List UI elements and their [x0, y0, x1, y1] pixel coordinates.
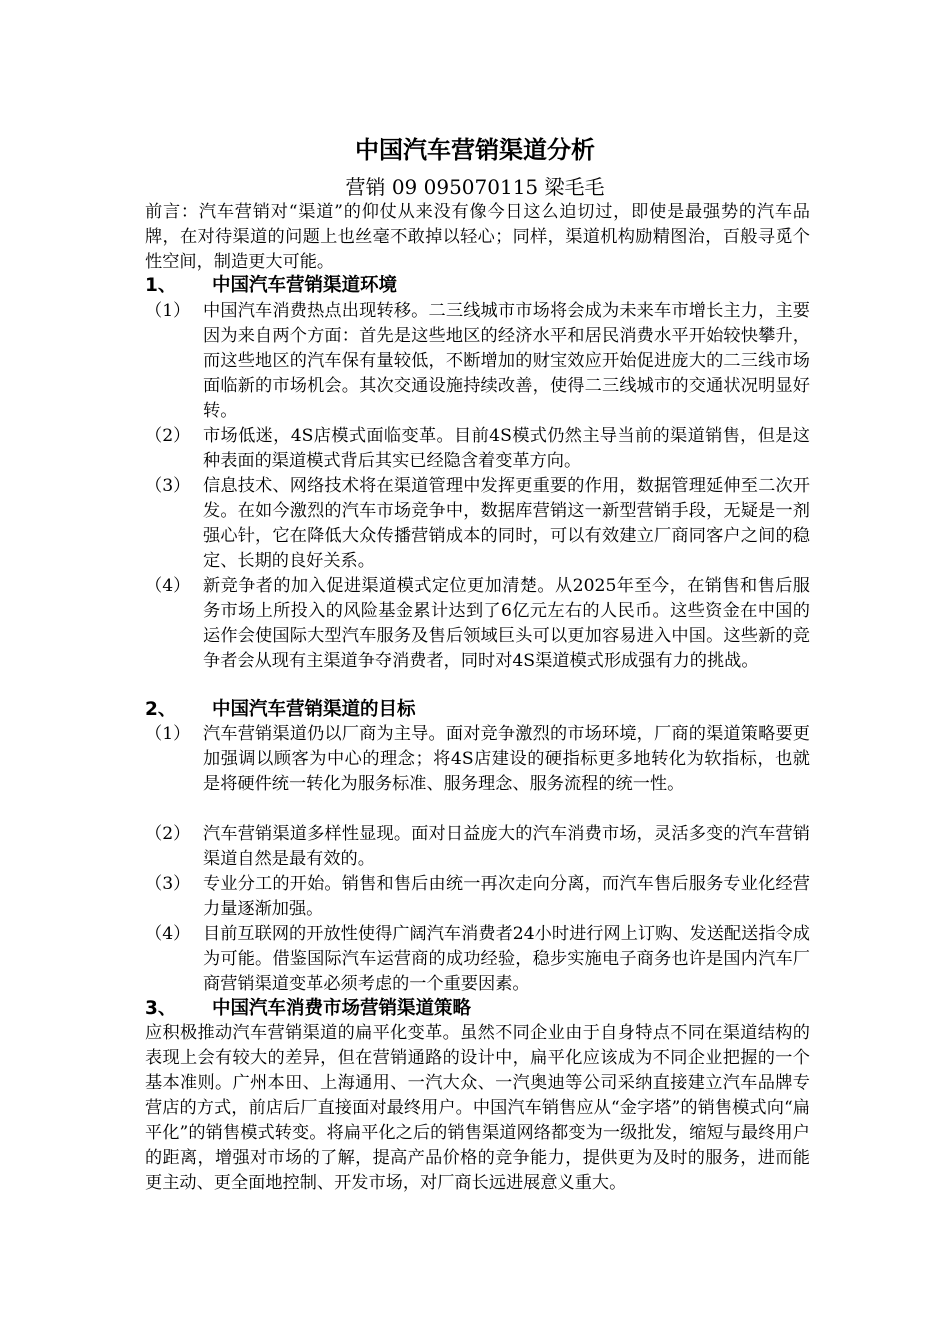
body-paragraph [145, 1021, 810, 1196]
paragraph-text: 应积极推动汽车营销渠道的扁平化变革。虽然不同企业由于自身特点不同在渠道结构的表现上会有较大的差异，但在营销通路的设计中，扁平化应该成为不同企业把握的一个基本准则。广州本田、上海通用、一汽大众、一汽奥迪等公司采纳直接建立汽车品牌专营店的方式，前店后厂直接面对最终用户。中国汽车销售应从“金字塔”的销售模式向“扁平化”的销售模式转变。将扁平化之后的销售渠道网络都变为一级批发，缩短与最终用户的距离，增强对市场的了解，提高产品价格的竞争能力，提供更为及时的服务，进而能更主动、更全面地控制、开发市场，对厂商长远进展意义重大。 [145, 1023, 810, 1193]
list-item [145, 474, 810, 574]
section-number: 1、 [145, 275, 177, 296]
item-text: 市场低迷，4S店模式面临变革。目前4S模式仍然主导当前的渠道销售，但是这种表面的渠道模式背后其实已经隐含着变革方向。 [203, 426, 810, 471]
section-heading-2 [145, 697, 810, 723]
list-item [145, 722, 810, 797]
item-marker: （1） [145, 301, 191, 321]
item-text: 中国汽车消费热点出现转移。二三线城市市场将会成为未来车市增长主力，主要因为来自两个方面：首先是这些地区的经济水平和居民消费水平开始较快攀升，而这些地区的汽车保有量较低，不断增加的财宝效应开始促进庞大的二三线市场面临新的市场机会。其次交通设施持续改善，使得二三线城市的交通状况明显好转。 [203, 301, 810, 421]
intro-paragraph [145, 200, 810, 275]
section-number: 3、 [145, 998, 177, 1019]
list-item [145, 922, 810, 997]
list-item [145, 822, 810, 872]
item-text: 目前互联网的开放性使得广阔汽车消费者24小时进行网上订购、发送配送指令成为可能。借鉴国际汽车运营商的成功经验，稳步实施电子商务也许是国内汽车厂商营销渠道变革必须考虑的一个重要因素。 [203, 924, 810, 994]
item-text: 汽车营销渠道多样性显现。面对日益庞大的汽车消费市场，灵活多变的汽车营销渠道自然是最有效的。 [203, 824, 810, 869]
section-heading-1 [145, 273, 810, 299]
intro-text: 前言：汽车营销对“渠道”的仰仗从来没有像今日这么迫切过，即使是最强势的汽车品牌，在对待渠道的问题上也丝毫不敢掉以轻心；同样，渠道机构励精图治，百般寻觅个性空间，制造更大可能。 [145, 202, 810, 272]
list-item [145, 574, 810, 674]
list-item [145, 299, 810, 424]
item-marker: （3） [145, 476, 191, 496]
item-marker: （2） [145, 426, 191, 446]
section-title: 中国汽车营销渠道的目标 [212, 699, 416, 720]
section-title: 中国汽车营销渠道环境 [212, 275, 398, 296]
section-title: 中国汽车消费市场营销渠道策略 [212, 998, 472, 1019]
item-text: 信息技术、网络技术将在渠道管理中发挥更重要的作用，数据管理延伸至二次开发。在如今激烈的汽车市场竞争中，数据库营销这一新型营销手段，无疑是一剂强心针，它在降低大众传播营销成本的同时，可以有效建立厂商同客户之间的稳定、长期的良好关系。 [203, 476, 810, 571]
section-heading-3 [145, 996, 810, 1022]
item-marker: （4） [145, 924, 191, 944]
list-item [145, 872, 810, 922]
item-marker: （1） [145, 724, 191, 744]
item-marker: （2） [145, 824, 191, 844]
document-title: 中国汽车营销渠道分析 [355, 136, 595, 164]
item-text: 汽车营销渠道仍以厂商为主导。面对竞争激烈的市场环境，厂商的渠道策略要更加强调以顾客为中心的理念；将4S店建设的硬指标更多地转化为软指标，也就是将硬件统一转化为服务标准、服务理念、服务流程的统一性。 [203, 724, 810, 794]
item-marker: （4） [145, 576, 191, 596]
item-text: 专业分工的开始。销售和售后由统一再次走向分离，而汽车售后服务专业化经营力量逐渐加强。 [203, 874, 810, 919]
section-number: 2、 [145, 699, 177, 720]
item-marker: （3） [145, 874, 191, 894]
item-text: 新竞争者的加入促进渠道模式定位更加清楚。从2025年至今，在销售和售后服务市场上所投入的风险基金累计达到了6亿元左右的人民币。这些资金在中国的运作会使国际大型汽车服务及售后领域巨头可以更加容易进入中国。这些新的竞争者会从现有主渠道争夺消费者，同时对4S渠道模式形成强有力的挑战。 [203, 576, 810, 671]
author-line: 营销 09 095070115 梁毛毛 [345, 175, 605, 199]
list-item [145, 424, 810, 474]
